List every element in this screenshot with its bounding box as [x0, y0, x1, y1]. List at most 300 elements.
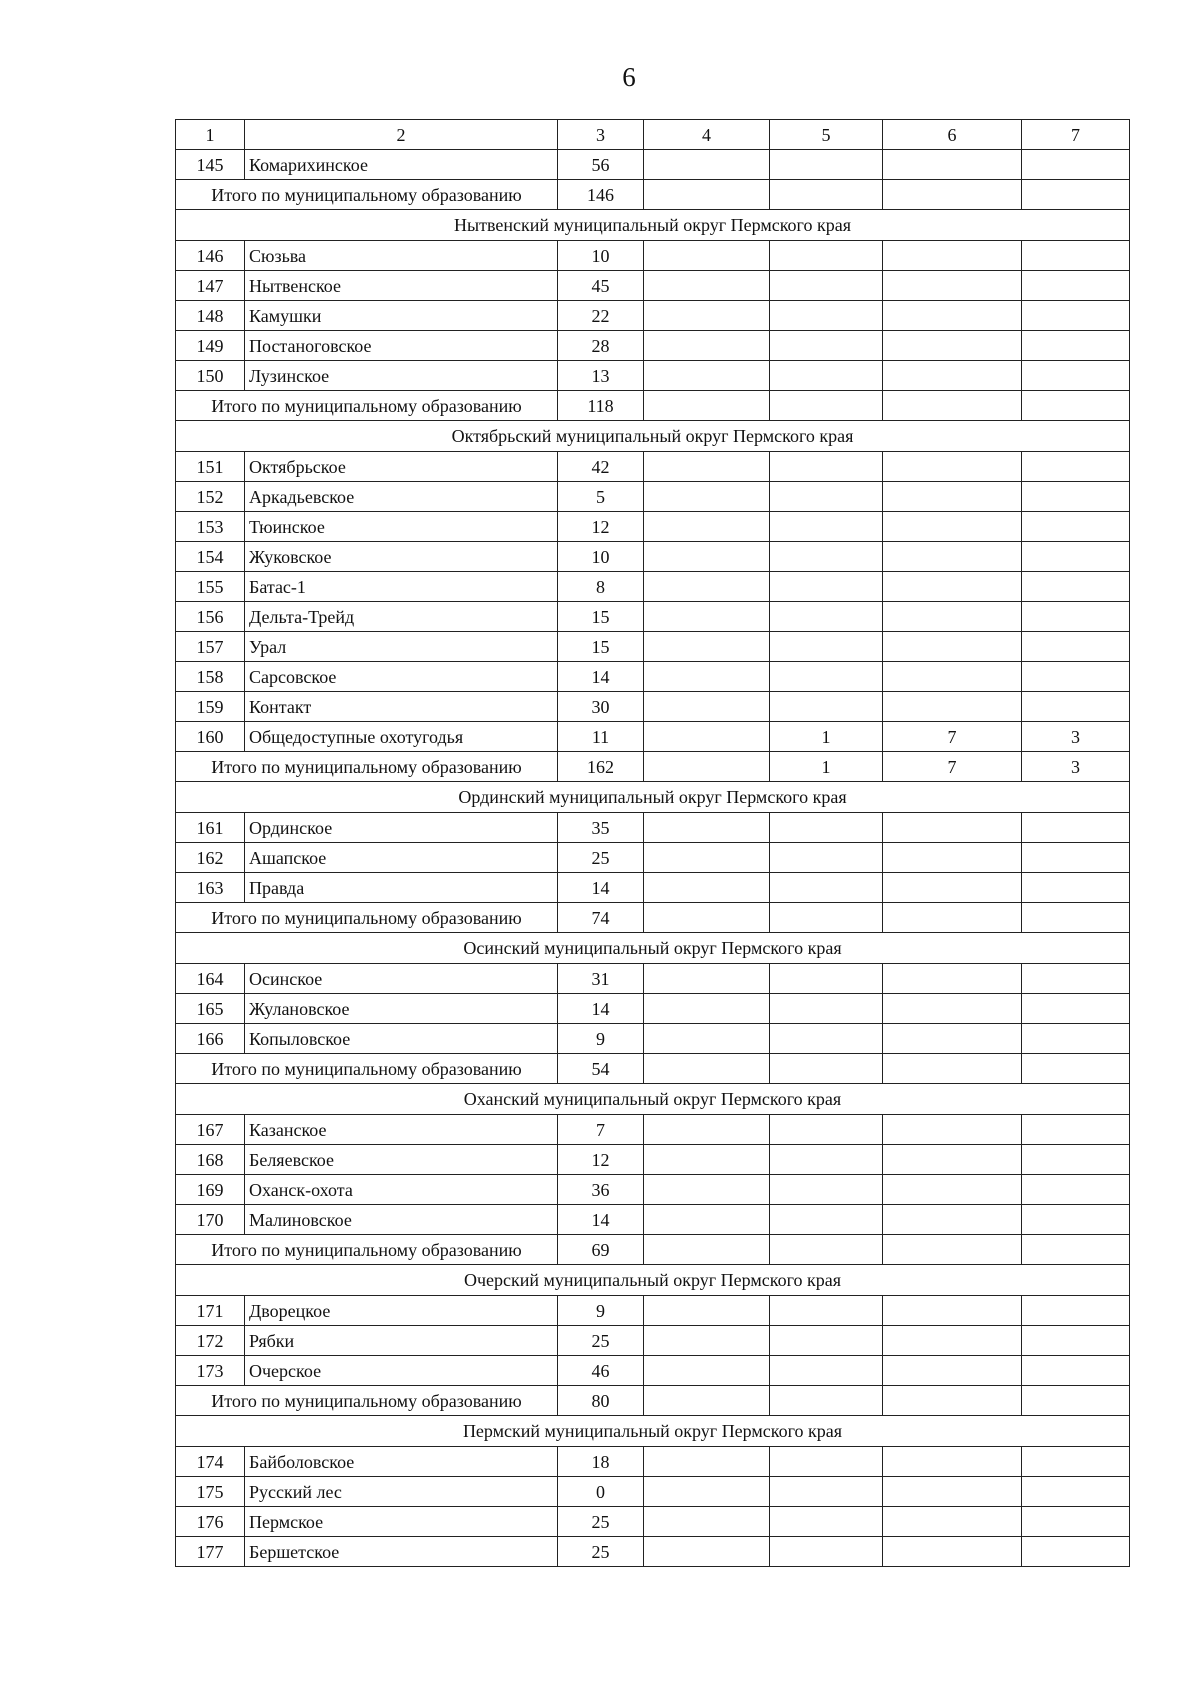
col-6-value	[883, 994, 1022, 1024]
table-row	[176, 1477, 1130, 1507]
col-6-value	[883, 572, 1022, 602]
table-row	[176, 512, 1130, 542]
col-5-value	[770, 301, 883, 331]
col-5-value	[770, 994, 883, 1024]
col-6-value	[883, 1356, 1022, 1386]
row-number: 148	[176, 301, 245, 331]
col-4-value	[644, 1296, 770, 1326]
total-col-3: 74	[558, 903, 644, 933]
col-5-value	[770, 632, 883, 662]
col-4-value	[644, 572, 770, 602]
row-number: 170	[176, 1205, 245, 1235]
row-number: 156	[176, 602, 245, 632]
col-3-value: 25	[558, 1326, 644, 1356]
group-heading-row	[176, 933, 1130, 964]
row-number: 176	[176, 1507, 245, 1537]
total-col-6	[883, 391, 1022, 421]
col-3-value: 25	[558, 1507, 644, 1537]
total-row	[176, 752, 1130, 782]
table-row	[176, 452, 1130, 482]
table-row	[176, 964, 1130, 994]
total-col-3: 54	[558, 1054, 644, 1084]
row-number: 151	[176, 452, 245, 482]
table-row	[176, 271, 1130, 301]
col-header-7: 7	[1022, 120, 1130, 150]
col-3-value: 14	[558, 662, 644, 692]
row-number: 146	[176, 241, 245, 271]
col-3-value: 9	[558, 1296, 644, 1326]
col-5-value: 1	[770, 722, 883, 752]
col-3-value: 15	[558, 632, 644, 662]
total-col-6	[883, 1386, 1022, 1416]
total-col-7	[1022, 1235, 1130, 1265]
col-7-value	[1022, 331, 1130, 361]
hunting-ground-name: Правда	[245, 873, 558, 903]
row-number: 166	[176, 1024, 245, 1054]
col-3-value: 36	[558, 1175, 644, 1205]
col-7-value	[1022, 542, 1130, 572]
col-4-value	[644, 482, 770, 512]
col-5-value	[770, 1024, 883, 1054]
hunting-ground-name: Лузинское	[245, 361, 558, 391]
total-label: Итого по муниципальному образованию	[176, 1235, 558, 1265]
col-5-value	[770, 241, 883, 271]
col-5-value	[770, 1296, 883, 1326]
col-4-value	[644, 1537, 770, 1567]
total-col-7	[1022, 1386, 1130, 1416]
col-3-value: 13	[558, 361, 644, 391]
col-6-value	[883, 482, 1022, 512]
row-number: 163	[176, 873, 245, 903]
row-number: 157	[176, 632, 245, 662]
total-col-5	[770, 180, 883, 210]
col-5-value	[770, 662, 883, 692]
col-5-value	[770, 1326, 883, 1356]
total-col-6	[883, 903, 1022, 933]
hunting-ground-name: Урал	[245, 632, 558, 662]
col-6-value	[883, 632, 1022, 662]
col-3-value: 28	[558, 331, 644, 361]
col-6-value	[883, 1477, 1022, 1507]
table-row	[176, 361, 1130, 391]
col-6-value	[883, 692, 1022, 722]
table-row	[176, 813, 1130, 843]
group-heading-row	[176, 1416, 1130, 1447]
col-4-value	[644, 241, 770, 271]
col-6-value	[883, 1326, 1022, 1356]
col-7-value	[1022, 150, 1130, 180]
total-row	[176, 1235, 1130, 1265]
col-3-value: 0	[558, 1477, 644, 1507]
col-4-value	[644, 1115, 770, 1145]
col-7-value	[1022, 813, 1130, 843]
total-col-5: 1	[770, 752, 883, 782]
row-number: 161	[176, 813, 245, 843]
hunting-ground-name: Батас-1	[245, 572, 558, 602]
hunting-ground-name: Ашапское	[245, 843, 558, 873]
col-4-value	[644, 301, 770, 331]
row-number: 177	[176, 1537, 245, 1567]
col-5-value	[770, 482, 883, 512]
row-number: 171	[176, 1296, 245, 1326]
col-6-value	[883, 813, 1022, 843]
col-7-value	[1022, 1477, 1130, 1507]
table-row	[176, 1356, 1130, 1386]
col-7-value	[1022, 301, 1130, 331]
col-4-value	[644, 1205, 770, 1235]
hunting-ground-name: Оханск-охота	[245, 1175, 558, 1205]
table-row	[176, 1175, 1130, 1205]
row-number: 168	[176, 1145, 245, 1175]
col-3-value: 14	[558, 1205, 644, 1235]
col-4-value	[644, 150, 770, 180]
hunting-ground-name: Октябрьское	[245, 452, 558, 482]
group-heading: Октябрьский муниципальный округ Пермского края	[176, 421, 1130, 452]
table-row	[176, 1507, 1130, 1537]
col-5-value	[770, 1205, 883, 1235]
total-col-6	[883, 1235, 1022, 1265]
hunting-ground-name: Малиновское	[245, 1205, 558, 1235]
row-number: 162	[176, 843, 245, 873]
total-label: Итого по муниципальному образованию	[176, 752, 558, 782]
col-6-value	[883, 1447, 1022, 1477]
col-4-value	[644, 994, 770, 1024]
hunting-ground-name: Копыловское	[245, 1024, 558, 1054]
col-7-value	[1022, 1115, 1130, 1145]
col-4-value	[644, 452, 770, 482]
col-3-value: 31	[558, 964, 644, 994]
group-heading-row	[176, 1265, 1130, 1296]
total-col-7	[1022, 391, 1130, 421]
col-5-value	[770, 964, 883, 994]
col-3-value: 12	[558, 512, 644, 542]
col-7-value	[1022, 1356, 1130, 1386]
col-6-value	[883, 873, 1022, 903]
row-number: 152	[176, 482, 245, 512]
col-7-value	[1022, 1447, 1130, 1477]
hunting-ground-name: Ординское	[245, 813, 558, 843]
col-3-value: 35	[558, 813, 644, 843]
row-number: 169	[176, 1175, 245, 1205]
col-7-value	[1022, 1175, 1130, 1205]
col-7-value	[1022, 1205, 1130, 1235]
row-number: 154	[176, 542, 245, 572]
col-7-value: 3	[1022, 722, 1130, 752]
table-row	[176, 843, 1130, 873]
col-6-value	[883, 542, 1022, 572]
row-number: 155	[176, 572, 245, 602]
col-4-value	[644, 873, 770, 903]
col-6-value	[883, 1175, 1022, 1205]
col-6-value	[883, 452, 1022, 482]
col-6-value	[883, 662, 1022, 692]
col-5-value	[770, 1507, 883, 1537]
col-7-value	[1022, 692, 1130, 722]
col-5-value	[770, 1115, 883, 1145]
col-3-value: 14	[558, 994, 644, 1024]
table-row	[176, 542, 1130, 572]
total-col-3: 146	[558, 180, 644, 210]
col-7-value	[1022, 482, 1130, 512]
row-number: 150	[176, 361, 245, 391]
col-7-value	[1022, 602, 1130, 632]
col-7-value	[1022, 1145, 1130, 1175]
row-number: 153	[176, 512, 245, 542]
col-4-value	[644, 1175, 770, 1205]
page-number: 6	[622, 62, 636, 92]
table-row	[176, 1145, 1130, 1175]
total-row	[176, 1054, 1130, 1084]
row-number: 172	[176, 1326, 245, 1356]
hunting-ground-name: Дельта-Трейд	[245, 602, 558, 632]
total-label: Итого по муниципальному образованию	[176, 391, 558, 421]
col-3-value: 45	[558, 271, 644, 301]
col-4-value	[644, 542, 770, 572]
total-col-4	[644, 1054, 770, 1084]
col-3-value: 18	[558, 1447, 644, 1477]
table-row	[176, 994, 1130, 1024]
total-label: Итого по муниципальному образованию	[176, 1386, 558, 1416]
col-5-value	[770, 452, 883, 482]
col-7-value	[1022, 1507, 1130, 1537]
table-row	[176, 1205, 1130, 1235]
table-row	[176, 331, 1130, 361]
group-heading: Очерский муниципальный округ Пермского края	[176, 1265, 1130, 1296]
total-col-3: 118	[558, 391, 644, 421]
group-heading-row	[176, 421, 1130, 452]
col-5-value	[770, 1537, 883, 1567]
hunting-ground-name: Беляевское	[245, 1145, 558, 1175]
total-row	[176, 903, 1130, 933]
col-6-value	[883, 1115, 1022, 1145]
total-label: Итого по муниципальному образованию	[176, 903, 558, 933]
col-header-4: 4	[644, 120, 770, 150]
col-7-value	[1022, 873, 1130, 903]
row-number: 159	[176, 692, 245, 722]
col-6-value	[883, 1537, 1022, 1567]
col-4-value	[644, 722, 770, 752]
col-7-value	[1022, 843, 1130, 873]
col-3-value: 22	[558, 301, 644, 331]
col-3-value: 5	[558, 482, 644, 512]
col-6-value	[883, 1205, 1022, 1235]
total-col-6	[883, 1054, 1022, 1084]
col-5-value	[770, 1477, 883, 1507]
col-6-value	[883, 1024, 1022, 1054]
col-5-value	[770, 1447, 883, 1477]
column-number-row	[176, 120, 1130, 150]
col-7-value	[1022, 241, 1130, 271]
col-6-value: 7	[883, 722, 1022, 752]
col-6-value	[883, 1145, 1022, 1175]
col-3-value: 11	[558, 722, 644, 752]
col-6-value	[883, 241, 1022, 271]
total-col-6: 7	[883, 752, 1022, 782]
col-4-value	[644, 1024, 770, 1054]
total-col-4	[644, 903, 770, 933]
col-3-value: 10	[558, 241, 644, 271]
hunting-ground-name: Тюинское	[245, 512, 558, 542]
hunting-ground-name: Комарихинское	[245, 150, 558, 180]
col-3-value: 56	[558, 150, 644, 180]
hunting-ground-name: Общедоступные охотугодья	[245, 722, 558, 752]
total-col-5	[770, 1235, 883, 1265]
col-5-value	[770, 512, 883, 542]
table-row	[176, 482, 1130, 512]
col-4-value	[644, 1477, 770, 1507]
col-6-value	[883, 1296, 1022, 1326]
col-3-value: 30	[558, 692, 644, 722]
row-number: 175	[176, 1477, 245, 1507]
col-5-value	[770, 843, 883, 873]
table-row	[176, 692, 1130, 722]
col-5-value	[770, 361, 883, 391]
total-label: Итого по муниципальному образованию	[176, 180, 558, 210]
col-5-value	[770, 150, 883, 180]
col-6-value	[883, 602, 1022, 632]
total-label: Итого по муниципальному образованию	[176, 1054, 558, 1084]
table-row	[176, 1447, 1130, 1477]
total-col-3: 162	[558, 752, 644, 782]
col-4-value	[644, 964, 770, 994]
row-number: 174	[176, 1447, 245, 1477]
hunting-grounds-table	[175, 119, 1130, 1567]
total-col-4	[644, 391, 770, 421]
total-row	[176, 391, 1130, 421]
hunting-ground-name: Жуковское	[245, 542, 558, 572]
total-row	[176, 180, 1130, 210]
col-7-value	[1022, 452, 1130, 482]
col-6-value	[883, 512, 1022, 542]
table-row	[176, 572, 1130, 602]
total-col-7	[1022, 180, 1130, 210]
col-7-value	[1022, 632, 1130, 662]
total-row	[176, 1386, 1130, 1416]
col-header-2: 2	[245, 120, 558, 150]
col-3-value: 25	[558, 843, 644, 873]
total-col-4	[644, 752, 770, 782]
group-heading: Оханский муниципальный округ Пермского края	[176, 1084, 1130, 1115]
table-row	[176, 150, 1130, 180]
hunting-ground-name: Рябки	[245, 1326, 558, 1356]
col-header-1: 1	[176, 120, 245, 150]
group-heading-row	[176, 782, 1130, 813]
hunting-ground-name: Осинское	[245, 964, 558, 994]
col-header-6: 6	[883, 120, 1022, 150]
hunting-ground-name: Камушки	[245, 301, 558, 331]
total-col-6	[883, 180, 1022, 210]
col-6-value	[883, 150, 1022, 180]
total-col-5	[770, 1386, 883, 1416]
table-row	[176, 1326, 1130, 1356]
col-4-value	[644, 1447, 770, 1477]
table-row	[176, 301, 1130, 331]
row-number: 165	[176, 994, 245, 1024]
table-row	[176, 1024, 1130, 1054]
total-col-3: 69	[558, 1235, 644, 1265]
row-number: 160	[176, 722, 245, 752]
hunting-ground-name: Бершетское	[245, 1537, 558, 1567]
table-row	[176, 241, 1130, 271]
total-col-5	[770, 391, 883, 421]
hunting-ground-name: Постаноговское	[245, 331, 558, 361]
col-5-value	[770, 331, 883, 361]
col-5-value	[770, 1145, 883, 1175]
total-col-3: 80	[558, 1386, 644, 1416]
table-row	[176, 662, 1130, 692]
col-4-value	[644, 271, 770, 301]
hunting-ground-name: Контакт	[245, 692, 558, 722]
col-7-value	[1022, 1537, 1130, 1567]
col-7-value	[1022, 361, 1130, 391]
col-4-value	[644, 632, 770, 662]
col-4-value	[644, 813, 770, 843]
table-row	[176, 632, 1130, 662]
table-row	[176, 1296, 1130, 1326]
col-4-value	[644, 361, 770, 391]
col-3-value: 10	[558, 542, 644, 572]
col-4-value	[644, 1145, 770, 1175]
total-col-7: 3	[1022, 752, 1130, 782]
col-3-value: 42	[558, 452, 644, 482]
hunting-ground-name: Нытвенское	[245, 271, 558, 301]
hunting-ground-name: Казанское	[245, 1115, 558, 1145]
row-number: 149	[176, 331, 245, 361]
col-5-value	[770, 271, 883, 301]
hunting-ground-name: Русский лес	[245, 1477, 558, 1507]
hunting-ground-name: Дворецкое	[245, 1296, 558, 1326]
col-4-value	[644, 1507, 770, 1537]
col-7-value	[1022, 512, 1130, 542]
row-number: 145	[176, 150, 245, 180]
col-4-value	[644, 692, 770, 722]
table-row	[176, 722, 1130, 752]
col-5-value	[770, 1175, 883, 1205]
col-5-value	[770, 572, 883, 602]
col-4-value	[644, 512, 770, 542]
row-number: 167	[176, 1115, 245, 1145]
col-3-value: 14	[558, 873, 644, 903]
col-5-value	[770, 602, 883, 632]
row-number: 164	[176, 964, 245, 994]
total-col-4	[644, 1235, 770, 1265]
group-heading: Нытвенский муниципальный округ Пермского края	[176, 210, 1130, 241]
total-col-5	[770, 903, 883, 933]
col-4-value	[644, 662, 770, 692]
col-3-value: 8	[558, 572, 644, 602]
col-4-value	[644, 1326, 770, 1356]
group-heading: Пермский муниципальный округ Пермского края	[176, 1416, 1130, 1447]
col-7-value	[1022, 964, 1130, 994]
col-6-value	[883, 964, 1022, 994]
table-row	[176, 873, 1130, 903]
hunting-ground-name: Сюзьва	[245, 241, 558, 271]
col-7-value	[1022, 1326, 1130, 1356]
col-header-5: 5	[770, 120, 883, 150]
col-3-value: 46	[558, 1356, 644, 1386]
col-4-value	[644, 331, 770, 361]
group-heading-row	[176, 1084, 1130, 1115]
row-number: 147	[176, 271, 245, 301]
col-5-value	[770, 542, 883, 572]
col-4-value	[644, 602, 770, 632]
table-body	[176, 150, 1130, 1567]
col-6-value	[883, 843, 1022, 873]
total-col-7	[1022, 903, 1130, 933]
col-header-3: 3	[558, 120, 644, 150]
col-5-value	[770, 692, 883, 722]
col-3-value: 12	[558, 1145, 644, 1175]
